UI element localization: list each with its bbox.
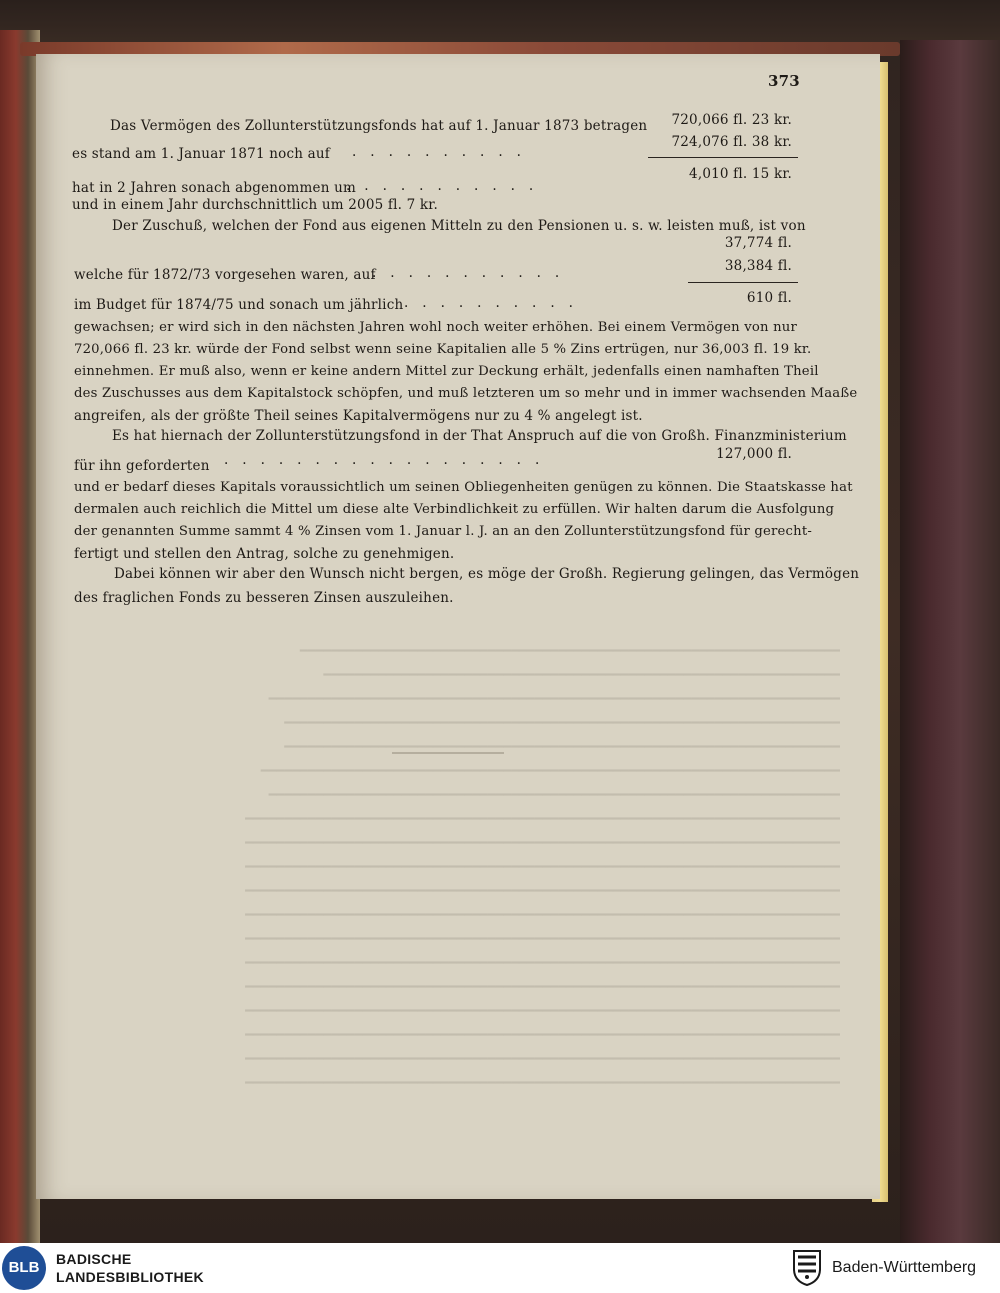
text-line: angreifen, als der größte Theil seines Kapitalvermögens nur zu 4 % angelegt ist. (74, 408, 643, 424)
amount: 720,066 fl. 23 kr. (671, 112, 792, 128)
amount: 610 fl. (746, 290, 792, 306)
leader-dots: ........... (372, 265, 574, 281)
coat-of-arms-icon[interactable] (790, 1247, 824, 1287)
amount: 127,000 fl. (716, 446, 792, 462)
text-line: Der Zuschuß, welchen der Fond aus eigenen Mitteln zu den Pensionen u. s. w. leisten muß, ist von (112, 218, 806, 234)
book-spine-left (0, 30, 40, 1243)
text-line: 720,066 fl. 23 kr. würde der Fond selbst wenn seine Kapitalien alle 5 % Zins ertrügen, nur 36,003 fl. 19 kr. (74, 342, 812, 357)
library-name-line2: LANDESBIBLIOTHEK (56, 1269, 204, 1285)
text-line: des Zuschusses aus dem Kapitalstock schöpfen, und muß letzteren um so mehr und in immer wachsenden Maaße (74, 386, 858, 401)
text-line: der genannten Summe sammt 4 % Zinsen vom 1. Januar l. J. an an den Zollunterstützungsfond für gerecht- (74, 524, 812, 539)
bleed-through-rule (392, 752, 504, 754)
text-line: und er bedarf dieses Kapitals voraussichtlich um seinen Obliegenheiten genügen zu können. Die Staatskasse hat (74, 480, 853, 495)
amount: 38,384 fl. (724, 258, 792, 274)
text-line: hat in 2 Jahren sonach abgenommen um (72, 180, 356, 196)
book-cover-top (0, 0, 1000, 48)
text-line: welche für 1872/73 vorgesehen waren, auf (74, 267, 376, 283)
blb-logo[interactable]: BLB (2, 1246, 46, 1290)
page-number: 373 (768, 72, 800, 90)
text-line: es stand am 1. Januar 1871 noch auf (72, 146, 330, 162)
library-name-line1: BADISCHE (56, 1251, 132, 1267)
sum-rule (648, 157, 798, 158)
text-line: fertigt und stellen den Antrag, solche zu genehmigen. (74, 546, 455, 562)
text-line: einnehmen. Er muß also, wenn er keine andern Mittel zur Deckung erhält, jedenfalls einen namhaften Theil (74, 364, 819, 379)
text-line: und in einem Jahr durchschnittlich um 2005 fl. 7 kr. (72, 197, 438, 213)
leader-dots: .................. (224, 452, 554, 468)
text-line: Das Vermögen des Zollunterstützungsfonds hat auf 1. Januar 1873 betragen (110, 118, 648, 134)
state-name[interactable]: Baden-Württemberg (832, 1259, 977, 1276)
text-line: für ihn geforderten (74, 458, 210, 474)
leader-dots: ........... (346, 178, 548, 194)
text-line: im Budget für 1874/75 und sonach um jährlich (74, 297, 404, 313)
amount: 37,774 fl. (724, 235, 792, 251)
text-line: des fraglichen Fonds zu besseren Zinsen auszuleihen. (74, 590, 454, 606)
book-cover-right (900, 40, 1000, 1243)
amount: 724,076 fl. 38 kr. (671, 134, 792, 150)
text-line: gewachsen; er wird sich in den nächsten Jahren wohl noch weiter erhöhen. Bei einem Vermögen von nur (74, 320, 797, 335)
leader-dots: .......... (404, 295, 587, 311)
amount: 4,010 fl. 15 kr. (689, 166, 792, 182)
sum-rule (688, 282, 798, 283)
leader-dots: .......... (352, 144, 535, 160)
text-line: Dabei können wir aber den Wunsch nicht bergen, es möge der Großh. Regierung gelingen, das Vermögen (114, 566, 860, 582)
text-line: Es hat hiernach der Zollunterstützungsfond in der That Anspruch auf die von Großh. Finanzministerium (112, 428, 847, 444)
text-line: dermalen auch reichlich die Mittel um diese alte Verbindlichkeit zu erfüllen. Wir halten darum die Ausfolgung (74, 502, 835, 517)
